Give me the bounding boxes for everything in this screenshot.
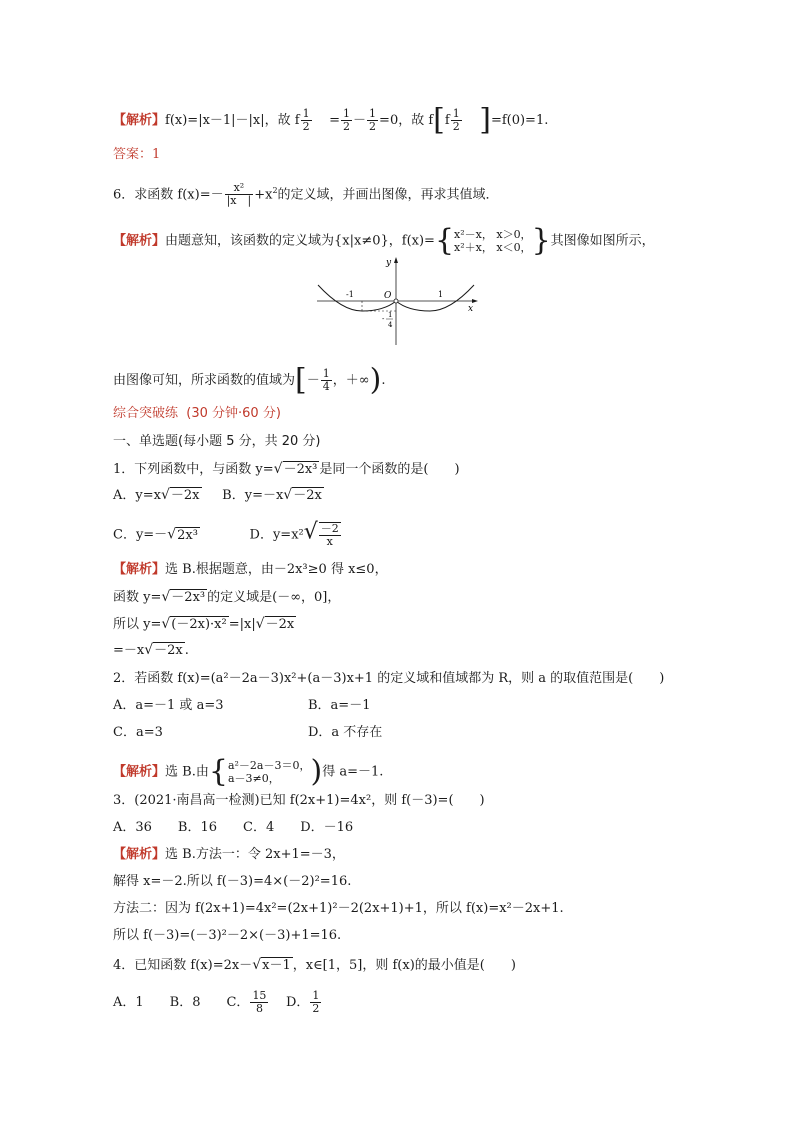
solution-1b: 函数 y=√－2x³ 的定义域是(－∞，0]， (113, 589, 341, 605)
question-1: 1．下列函数中，与函数 y=√－2x³ 是同一个函数的是( ) (113, 461, 460, 477)
solution-3b: 解得 x=－2.所以 f(－3)=4×(－2)²=16. (113, 874, 352, 889)
q1-options-ab: A．y=x√－2x B．y=－x√－2x (113, 487, 322, 503)
y-axis-label: y (386, 258, 392, 268)
solution-line-1: 【解析】f(x)=|x－1|－|x|，故 f $\frac{1}{2}$ = $\frac{1}{2}$ － $\frac{1}{2}$ =0，故 f[f $\frac{1}{2}$ ]=f(0)=1. (113, 102, 549, 138)
solution-6: 【解析】由题意知，该函数的定义域为{x|x≠0}，f(x)={ x²－x， x＞0， x²＋x， x＜0， }其图像如图所示， (113, 223, 655, 258)
function-graph (312, 255, 482, 347)
solution-1c: 所以 y=√(－2x)·x² =|x|√－2x (113, 616, 295, 632)
q1-options-cd: C．y=－√2x³ D．y=x²√ $\frac{-2}{x}$ (113, 519, 339, 548)
answer-line: 答案：1 (113, 147, 161, 162)
analysis-tag: 【解析】 (113, 113, 166, 128)
question-6: 6．求函数 f(x)=－ $\frac{\text{x²}}{|x |}$ $+x^2$的定义域，并画出图像，再求其值域． (113, 181, 499, 208)
range-line: 由图像可知，所求函数的值域为[－ $\frac{1}{4}$ ，＋∞). (113, 362, 386, 398)
q3-options: A．36 B．16 C．4 D．－16 (113, 820, 354, 835)
min-label-top: 1 (388, 311, 393, 319)
tick-neg1: -1 (346, 290, 354, 299)
question-3: 3．(2021·南昌高一检测)已知 f(2x+1)=4x²，则 f(－3)=( ) (113, 793, 485, 808)
origin-label: O (384, 291, 392, 301)
question-4: 4．已知函数 f(x)=2x－√x－1 ，x∈[1，5]，则 f(x)的最小值是( ) (113, 957, 516, 973)
svg-text:-: - (382, 315, 385, 323)
section-header: 综合突破练 (30 分钟·60 分) (113, 406, 281, 421)
solution-3a: 【解析】选 B.方法一：令 2x+1=－3， (113, 847, 345, 862)
q2-options-cd: C．a=3 D．a 不存在 (113, 725, 383, 740)
q4-options: A．1 B．8 C． $\frac{15}{8}$ D． $\frac{1}{2}$ (113, 989, 320, 1015)
min-label-bottom: 4 (388, 321, 393, 329)
solution-3d: 所以 f(－3)=(－3)²－2×(－3)+1=16. (113, 928, 342, 943)
x-axis-label: x (468, 304, 474, 314)
solution-2: 【解析】选 B.由{ a²－2a－3＝0， a－3≠0， )得 a=－1. (113, 754, 384, 789)
fraction: $\frac{1}{2}$ (302, 107, 310, 133)
solution-1d: =－x√－2x . (113, 642, 189, 658)
part-1-header: 一、单选题(每小题 5 分，共 20 分) (113, 434, 321, 449)
tick-pos1: 1 (438, 290, 444, 299)
solution-3c: 方法二：因为 f(2x+1)=4x²=(2x+1)²－2(2x+1)+1，所以 f(x)=x²－2x+1. (113, 901, 564, 916)
solution-1a: 【解析】选 B.根据题意，由－2x³≥0 得 x≤0， (113, 562, 388, 577)
q2-options-ab: A．a=－1 或 a=3 B．a=－1 (113, 698, 371, 713)
question-2: 2．若函数 f(x)=(a²－2a－3)x²+(a－3)x+1 的定义域和值域都为 R，则 a 的取值范围是( ) (113, 671, 665, 686)
